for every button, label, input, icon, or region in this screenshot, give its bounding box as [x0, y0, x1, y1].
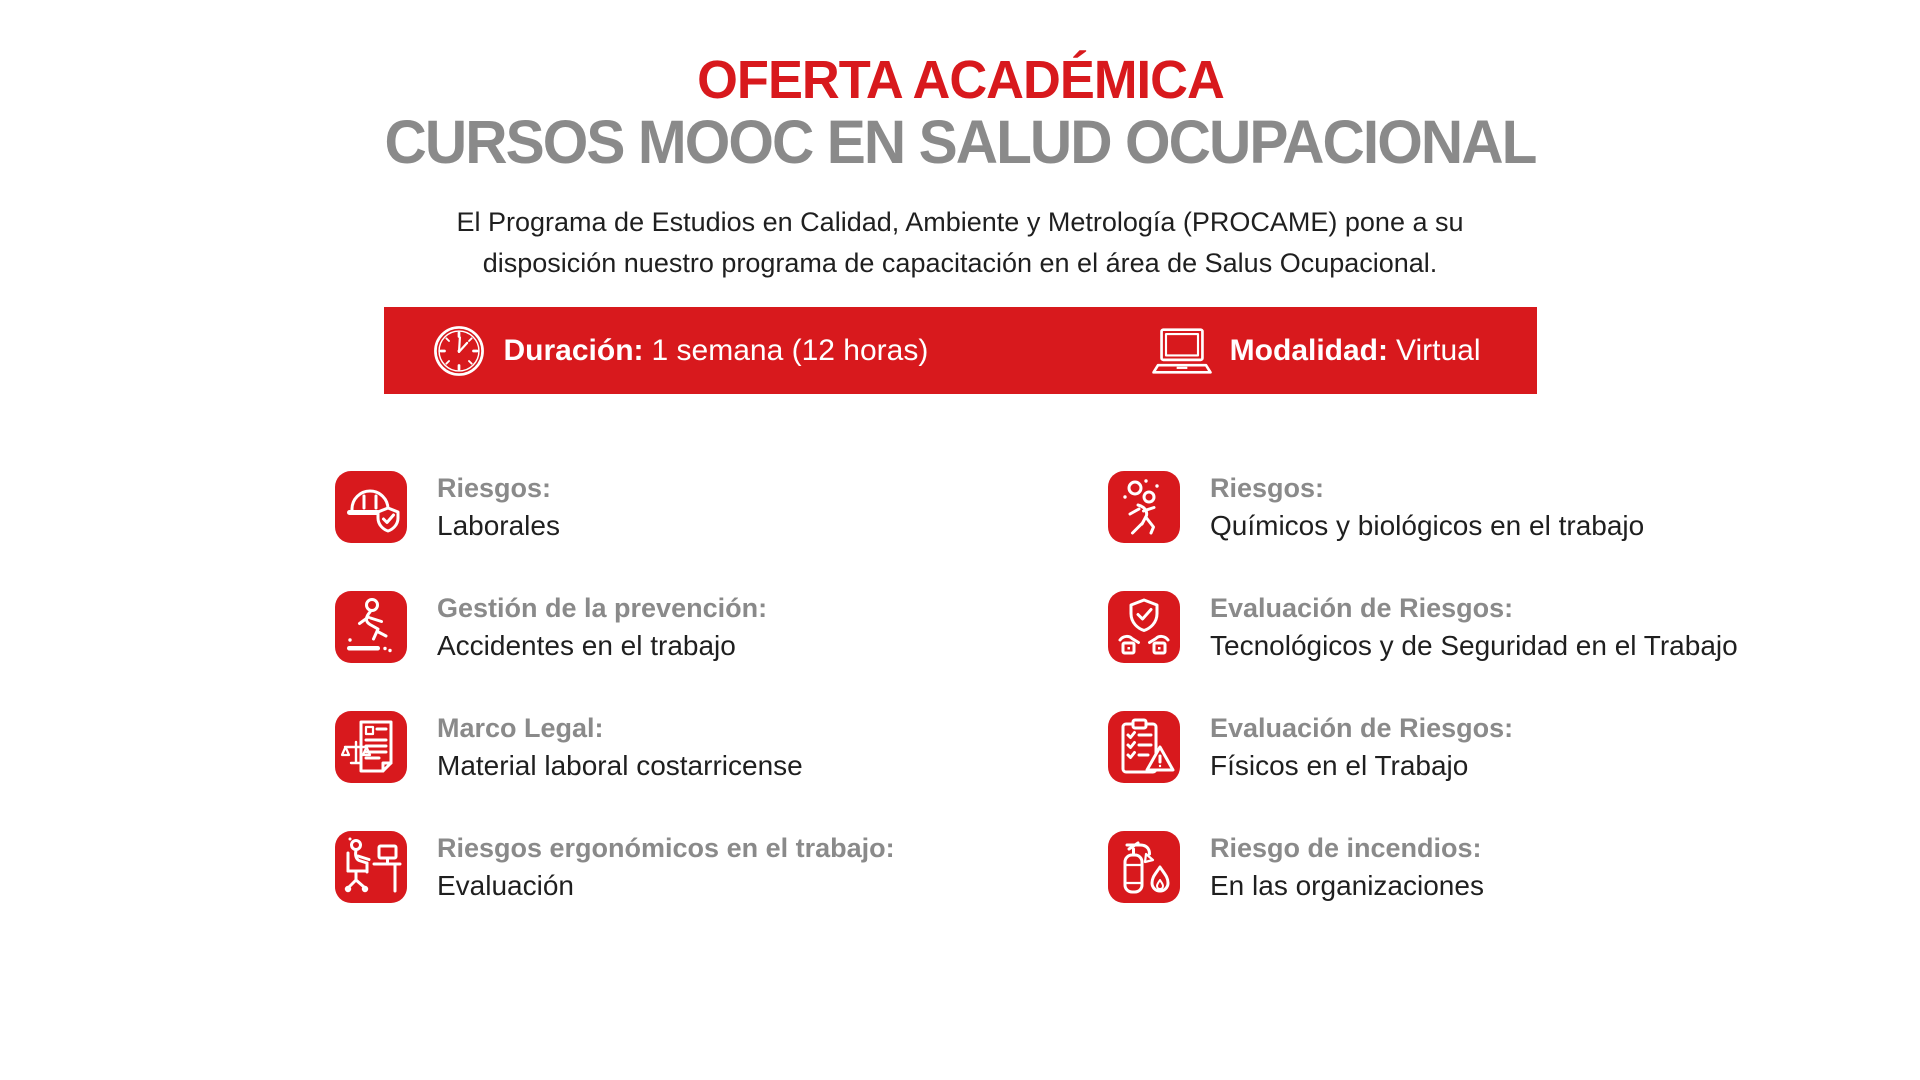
- course-subtitle: Material laboral costarricense: [437, 750, 803, 782]
- ergonomics-desk-icon: [335, 831, 407, 903]
- chemical-biological-icon: [1108, 471, 1180, 543]
- description-line-2: disposición nuestro programa de capacitación en el área de Salus Ocupacional.: [482, 248, 1438, 279]
- helmet-shield-icon: [335, 471, 407, 543]
- course-item-riesgos-fisicos: [1108, 711, 1920, 783]
- course-item-riesgos-laborales: [335, 471, 1108, 543]
- course-title: Riesgos:: [437, 473, 552, 504]
- course-info-banner: [384, 307, 1537, 394]
- course-grid: [335, 471, 1920, 903]
- duration-label: Duración:: [503, 333, 644, 367]
- course-subtitle: Químicos y biológicos en el trabajo: [1210, 510, 1645, 542]
- course-text: [1210, 589, 1738, 665]
- course-text: [437, 829, 895, 905]
- course-item-gestion-prevencion: [335, 591, 1108, 663]
- hands-shield-icon: [1108, 591, 1180, 663]
- description-line-1: El Programa de Estudios en Calidad, Ambiente y Metrología (PROCAME) pone a su: [456, 207, 1464, 238]
- modality-value: Virtual: [1396, 333, 1481, 367]
- course-title: Marco Legal:: [437, 713, 604, 744]
- course-text: [1210, 709, 1513, 785]
- duration-text: [504, 334, 929, 368]
- slip-fall-icon: [335, 591, 407, 663]
- clipboard-warning-icon: [1108, 711, 1180, 783]
- modality-label: Modalidad:: [1229, 333, 1388, 367]
- course-item-riesgos-ergonomicos: [335, 831, 1108, 903]
- course-title: Gestión de la prevención:: [437, 593, 768, 624]
- fire-extinguisher-icon: [1108, 831, 1180, 903]
- duration-value: 1 semana (12 horas): [651, 333, 929, 367]
- course-title: Riesgos ergonómicos en el trabajo:: [437, 833, 895, 864]
- course-text: [437, 469, 560, 545]
- course-title: Riesgo de incendios:: [1210, 833, 1482, 864]
- program-description: [0, 202, 1920, 284]
- page-subtitle: CURSOS MOOC EN SALUD OCUPACIONAL: [384, 108, 1536, 177]
- course-subtitle: Laborales: [437, 510, 560, 542]
- course-item-riesgos-tecnologicos: [1108, 591, 1920, 663]
- course-text: [437, 709, 803, 785]
- course-text: [437, 589, 767, 665]
- course-item-riesgos-quimicos: [1108, 471, 1920, 543]
- modality-group: [1150, 325, 1481, 377]
- course-title: Evaluación de Riesgos:: [1210, 593, 1514, 624]
- course-text: [1210, 829, 1484, 905]
- course-subtitle: Accidentes en el trabajo: [437, 630, 736, 662]
- laptop-icon: [1150, 325, 1214, 377]
- course-title: Riesgos:: [1210, 473, 1325, 504]
- flyer-header: [0, 0, 1920, 284]
- course-subtitle: Tecnológicos y de Seguridad en el Trabajo: [1210, 630, 1738, 662]
- course-text: [1210, 469, 1644, 545]
- clock-icon: [430, 322, 488, 380]
- course-title: Evaluación de Riesgos:: [1210, 713, 1514, 744]
- duration-group: [430, 322, 929, 380]
- legal-document-icon: [335, 711, 407, 783]
- modality-text: [1230, 334, 1481, 368]
- course-subtitle: Evaluación: [437, 870, 574, 902]
- course-item-riesgo-incendios: [1108, 831, 1920, 903]
- page-title: OFERTA ACADÉMICA: [696, 50, 1224, 110]
- course-item-marco-legal: [335, 711, 1108, 783]
- course-subtitle: Físicos en el Trabajo: [1210, 750, 1469, 782]
- course-subtitle: En las organizaciones: [1210, 870, 1484, 902]
